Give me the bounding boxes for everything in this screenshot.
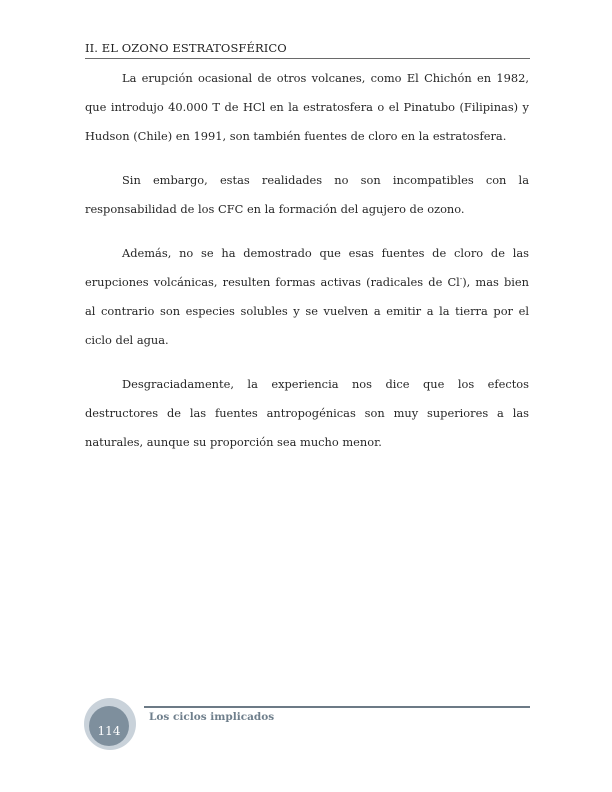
paragraph-active-forms-text-after: ), mas bien al contrario son especies solubles y se vuelven a emitir a la tierra por el ciclo del agua. — [85, 275, 529, 347]
page-number-badge — [89, 706, 129, 746]
footer-title: Los ciclos implicados — [149, 711, 275, 723]
paragraph-cfc-responsibility: Sin embargo, estas realidades no son incompatibles con la responsabilidad de los CFC en la formación del agujero de ozono. — [85, 173, 529, 216]
chloride-superscript: - — [459, 275, 463, 284]
page-number: 114 — [97, 724, 121, 738]
paragraph-active-forms — [85, 239, 529, 355]
paragraph-volcanic-eruptions: La erupción ocasional de otros volcanes, como El Chichón en 1982, que introdujo 40.000 T de HCl en la estratosfera o el Pinatubo (Filipinas) y Hudson (Chile) en 1991, son también fuentes de cloro en la estratosfera. — [85, 71, 529, 143]
paragraph-anthropogenic-sources: Desgraciadamente, la experiencia nos dice que los efectos destructores de las fuentes antropogénicas son muy superiores a las naturales, aunque su proporción sea mucho menor. — [85, 377, 529, 449]
footer-divider — [144, 706, 530, 708]
paragraph-active-forms-text-before: Además, no se ha demostrado que esas fuentes de cloro de las erupciones volcánicas, resulten formas activas (radicales de Cl — [85, 246, 529, 289]
body-text — [85, 64, 529, 472]
running-header: II. EL OZONO ESTRATOSFÉRICO — [85, 41, 530, 59]
